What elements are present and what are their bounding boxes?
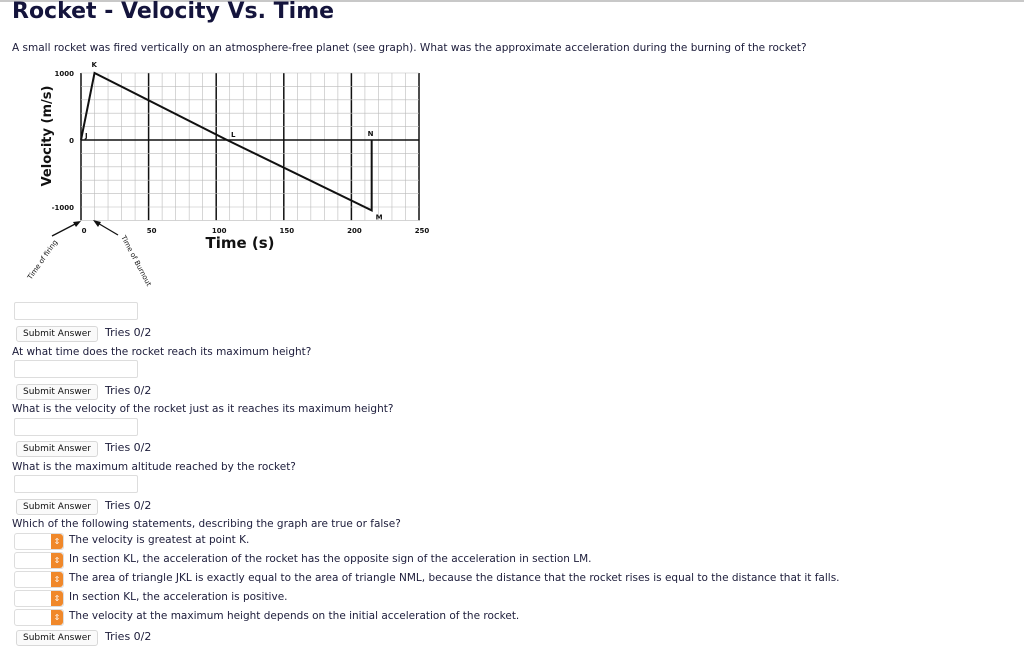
tries-1: Tries 0/2 (105, 326, 152, 339)
tries-4: Tries 0/2 (105, 499, 152, 512)
question-4: What is the maximum altitude reached by the rocket? (12, 461, 296, 473)
velocity-line (81, 73, 372, 210)
tries-5: Tries 0/2 (105, 630, 152, 643)
y-tick-label: 0 (69, 137, 74, 145)
y-axis-label: Velocity (m/s) (40, 85, 55, 187)
submit-button-5[interactable]: Submit Answer (16, 630, 98, 646)
page-title: Rocket - Velocity Vs. Time (12, 0, 335, 24)
x-tick-label: 100 (211, 227, 227, 235)
updown-arrows-icon[interactable]: ⇕ (51, 591, 63, 606)
x-tick-label: 250 (414, 227, 430, 235)
statement-text: In section KL, the acceleration of the rocket has the opposite sign of the acceleration in section LM. (69, 553, 592, 565)
updown-arrows-icon[interactable]: ⇕ (51, 610, 63, 625)
y-tick-label: -1000 (51, 204, 74, 212)
answer-input-4[interactable] (14, 475, 138, 493)
point-label: J (85, 132, 88, 140)
annotation-burnout: Time of Burnout (119, 234, 153, 288)
statement-text: The velocity at the maximum height depends on the initial acceleration of the rocket. (69, 610, 520, 622)
updown-arrows-icon[interactable]: ⇕ (51, 553, 63, 568)
tries-2: Tries 0/2 (105, 384, 152, 397)
tries-3: Tries 0/2 (105, 441, 152, 454)
x-tick-label: 150 (279, 227, 295, 235)
x-tick-label: 200 (347, 227, 362, 235)
updown-arrows-icon[interactable]: ⇕ (51, 572, 63, 587)
point-label: N (367, 130, 374, 138)
submit-button-1[interactable]: Submit Answer (16, 326, 98, 342)
statement-text: The area of triangle JKL is exactly equal to the area of triangle NML, because the distance that the rocket rises is equal to the distance that it falls. (69, 572, 840, 584)
updown-arrows-icon[interactable]: ⇕ (51, 534, 63, 549)
point-label: M (375, 213, 383, 222)
answer-input-1[interactable] (14, 302, 138, 320)
question-3: What is the velocity of the rocket just as it reaches its maximum height? (12, 403, 394, 415)
statement-text: The velocity is greatest at point K. (69, 534, 250, 546)
y-tick-label: 1000 (54, 70, 74, 78)
statement-text: In section KL, the acceleration is positive. (69, 591, 288, 603)
x-tick-label: 50 (146, 227, 157, 235)
question-1: A small rocket was fired vertically on an atmosphere-free planet (see graph). What was the approximate acceleration during the burning of the rocket? (12, 42, 807, 54)
submit-button-4[interactable]: Submit Answer (16, 499, 98, 515)
question-5: Which of the following statements, describing the graph are true or false? (12, 518, 401, 530)
velocity-time-chart (0, 0, 450, 300)
point-label: L (231, 131, 236, 139)
x-axis-label: Time (s) (205, 234, 275, 252)
point-label: K (91, 61, 97, 69)
x-tick-label: 0 (81, 227, 87, 235)
question-2: At what time does the rocket reach its maximum height? (12, 346, 312, 358)
annotation-firing: Time of firing (26, 238, 60, 282)
answer-input-3[interactable] (14, 418, 138, 436)
submit-button-2[interactable]: Submit Answer (16, 384, 98, 400)
submit-button-3[interactable]: Submit Answer (16, 441, 98, 457)
arrowhead-icon (93, 220, 101, 227)
answer-input-2[interactable] (14, 360, 138, 378)
